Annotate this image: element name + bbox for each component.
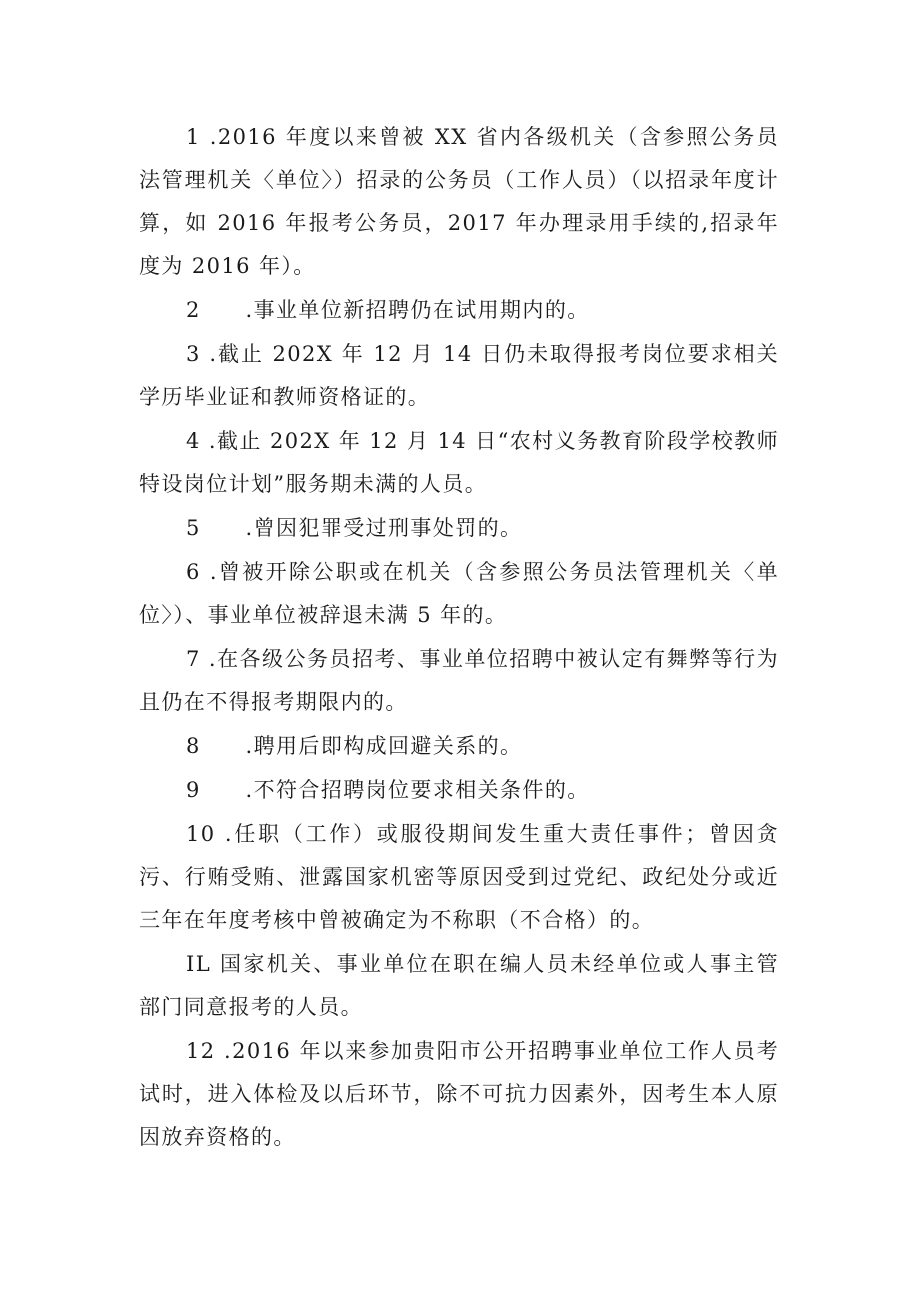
document-body [139, 116, 779, 1160]
paragraph-9: 9 .不符合招聘岗位要求相关条件的。 [186, 778, 590, 802]
paragraph-4: 4 .截止 202X 年 12 月 14 日“农村义务教育阶段学校教师特设岗位计划”服务期未满的人员。 [139, 429, 779, 496]
paragraph-5: 5 .曾因犯罪受过刑事处罚的。 [186, 516, 523, 540]
paragraph-2: 2 .事业单位新招聘仍在试用期内的。 [186, 298, 590, 322]
paragraph-8: 8 .聘用后即构成回避关系的。 [186, 734, 523, 758]
paragraph-12: 12 .2016 年以来参加贵阳市公开招聘事业单位工作人员考试时，进入体检及以后环节，除不可抗力因素外，因考生本人原因放弃资格的。 [139, 1039, 779, 1149]
paragraph-10: 10 .任职（工作）或服役期间发生重大责任事件；曾因贪污、行贿受贿、泄露国家机密等原因受到过党纪、政纪处分或近三年在年度考核中曾被确定为不称职（不合格）的。 [139, 822, 779, 932]
paragraph-3: 3 .截止 202X 年 12 月 14 日仍未取得报考岗位要求相关学历毕业证和教师资格证的。 [139, 342, 779, 409]
paragraph-1: 1 .2016 年度以来曾被 XX 省内各级机关（含参照公务员法管理机关〈单位〉）招录的公务员（工作人员）（以招录年度计算，如 2016 年报考公务员，2017 年办理录用手续的,招录年度为 2016 年）。 [139, 125, 779, 278]
paragraph-11: IL 国家机关、事业单位在职在编人员未经单位或人事主管部门同意报考的人员。 [139, 952, 779, 1019]
paragraph-6: 6 .曾被开除公职或在机关（含参照公务员法管理机关〈单位〉）、事业单位被辞退未满 5 年的。 [139, 560, 779, 627]
paragraph-7: 7 .在各级公务员招考、事业单位招聘中被认定有舞弊等行为且仍在不得报考期限内的。 [139, 647, 779, 714]
